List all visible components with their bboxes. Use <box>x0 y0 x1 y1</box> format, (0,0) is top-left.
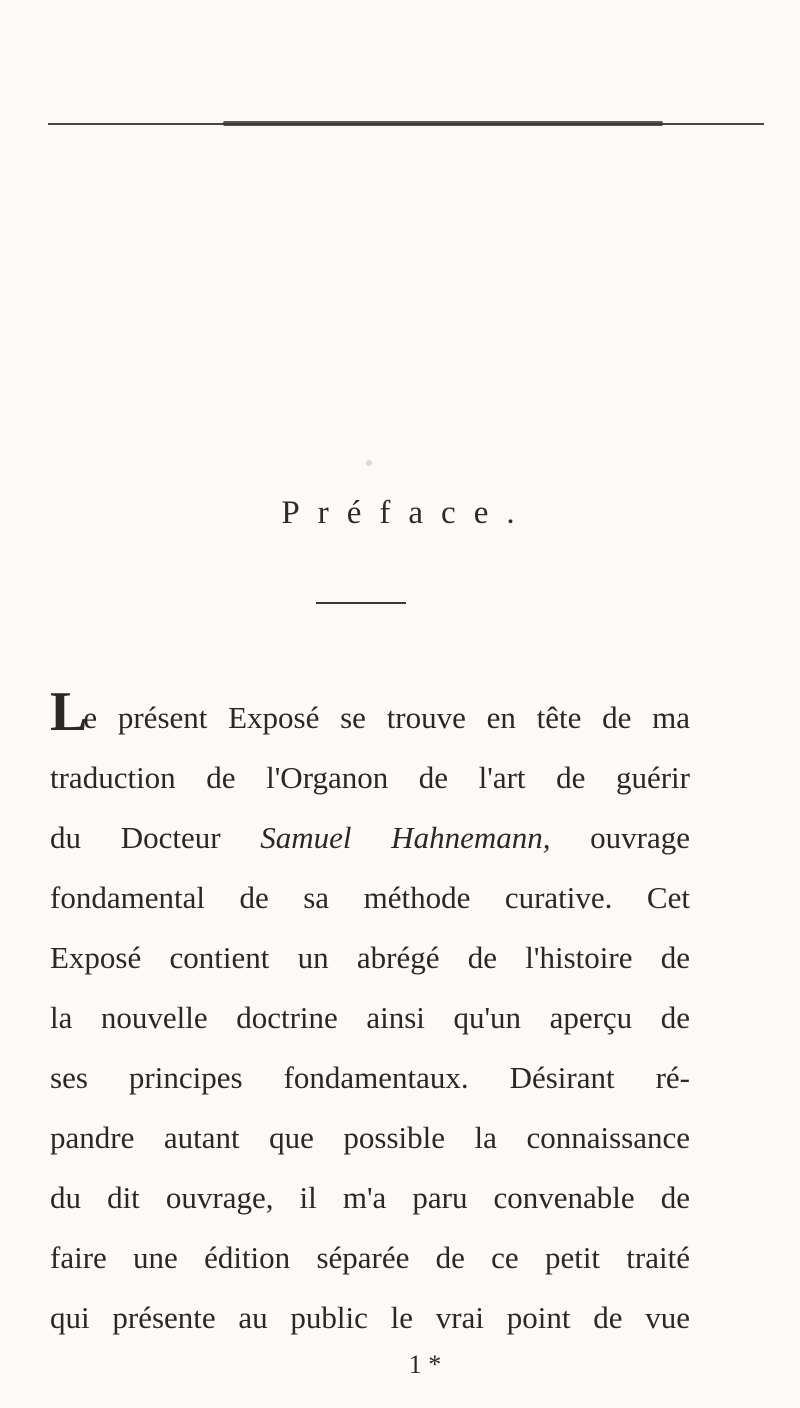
text-line-3-post: ouvrage <box>550 820 691 855</box>
text-line-10: faire une édition séparée de ce petit traité <box>50 1240 690 1275</box>
signature-mark: 1 * <box>408 1350 442 1379</box>
text-line-11: qui présente au public le vrai point de vue <box>50 1300 690 1335</box>
author-name: Samuel Hahnemann, <box>260 820 551 855</box>
text-line-8: pandre autant que possible la connaissance <box>50 1120 690 1155</box>
text-line-6: la nouvelle doctrine ainsi qu'un aperçu de <box>50 1000 690 1035</box>
text-line-2: traduction de l'Organon de l'art de guérir <box>50 760 690 795</box>
title-char-2: r <box>317 495 347 531</box>
paper-speck <box>366 460 372 466</box>
text-line-3-pre: du Docteur <box>50 820 261 855</box>
title-underline-rule <box>316 602 406 604</box>
body-paragraph <box>50 681 691 1348</box>
title-char-6: c <box>441 495 474 531</box>
title-char-3: é <box>346 495 380 531</box>
title-char-1: P <box>281 495 318 531</box>
text-line-1-rest: e présent Exposé se trouve en tête de ma <box>83 700 690 735</box>
page-title <box>0 495 800 532</box>
text-line-9: du dit ouvrage, il m'a paru convenable de <box>50 1180 690 1215</box>
top-ornamental-rule <box>48 120 764 128</box>
title-char-7: e. <box>473 495 533 531</box>
top-rule-thick-line <box>223 121 663 126</box>
text-line-4: fondamental de sa méthode curative. Cet <box>50 880 690 915</box>
text-line-1 <box>50 681 690 748</box>
text-line-3 <box>50 808 690 868</box>
title-char-5: a <box>408 495 442 531</box>
text-line-7: ses principes fondamentaux. Désirant ré- <box>50 1060 690 1095</box>
text-line-5: Exposé contient un abrégé de l'histoire de <box>50 940 690 975</box>
drop-cap: L <box>50 681 88 743</box>
title-char-4: f <box>379 495 409 531</box>
